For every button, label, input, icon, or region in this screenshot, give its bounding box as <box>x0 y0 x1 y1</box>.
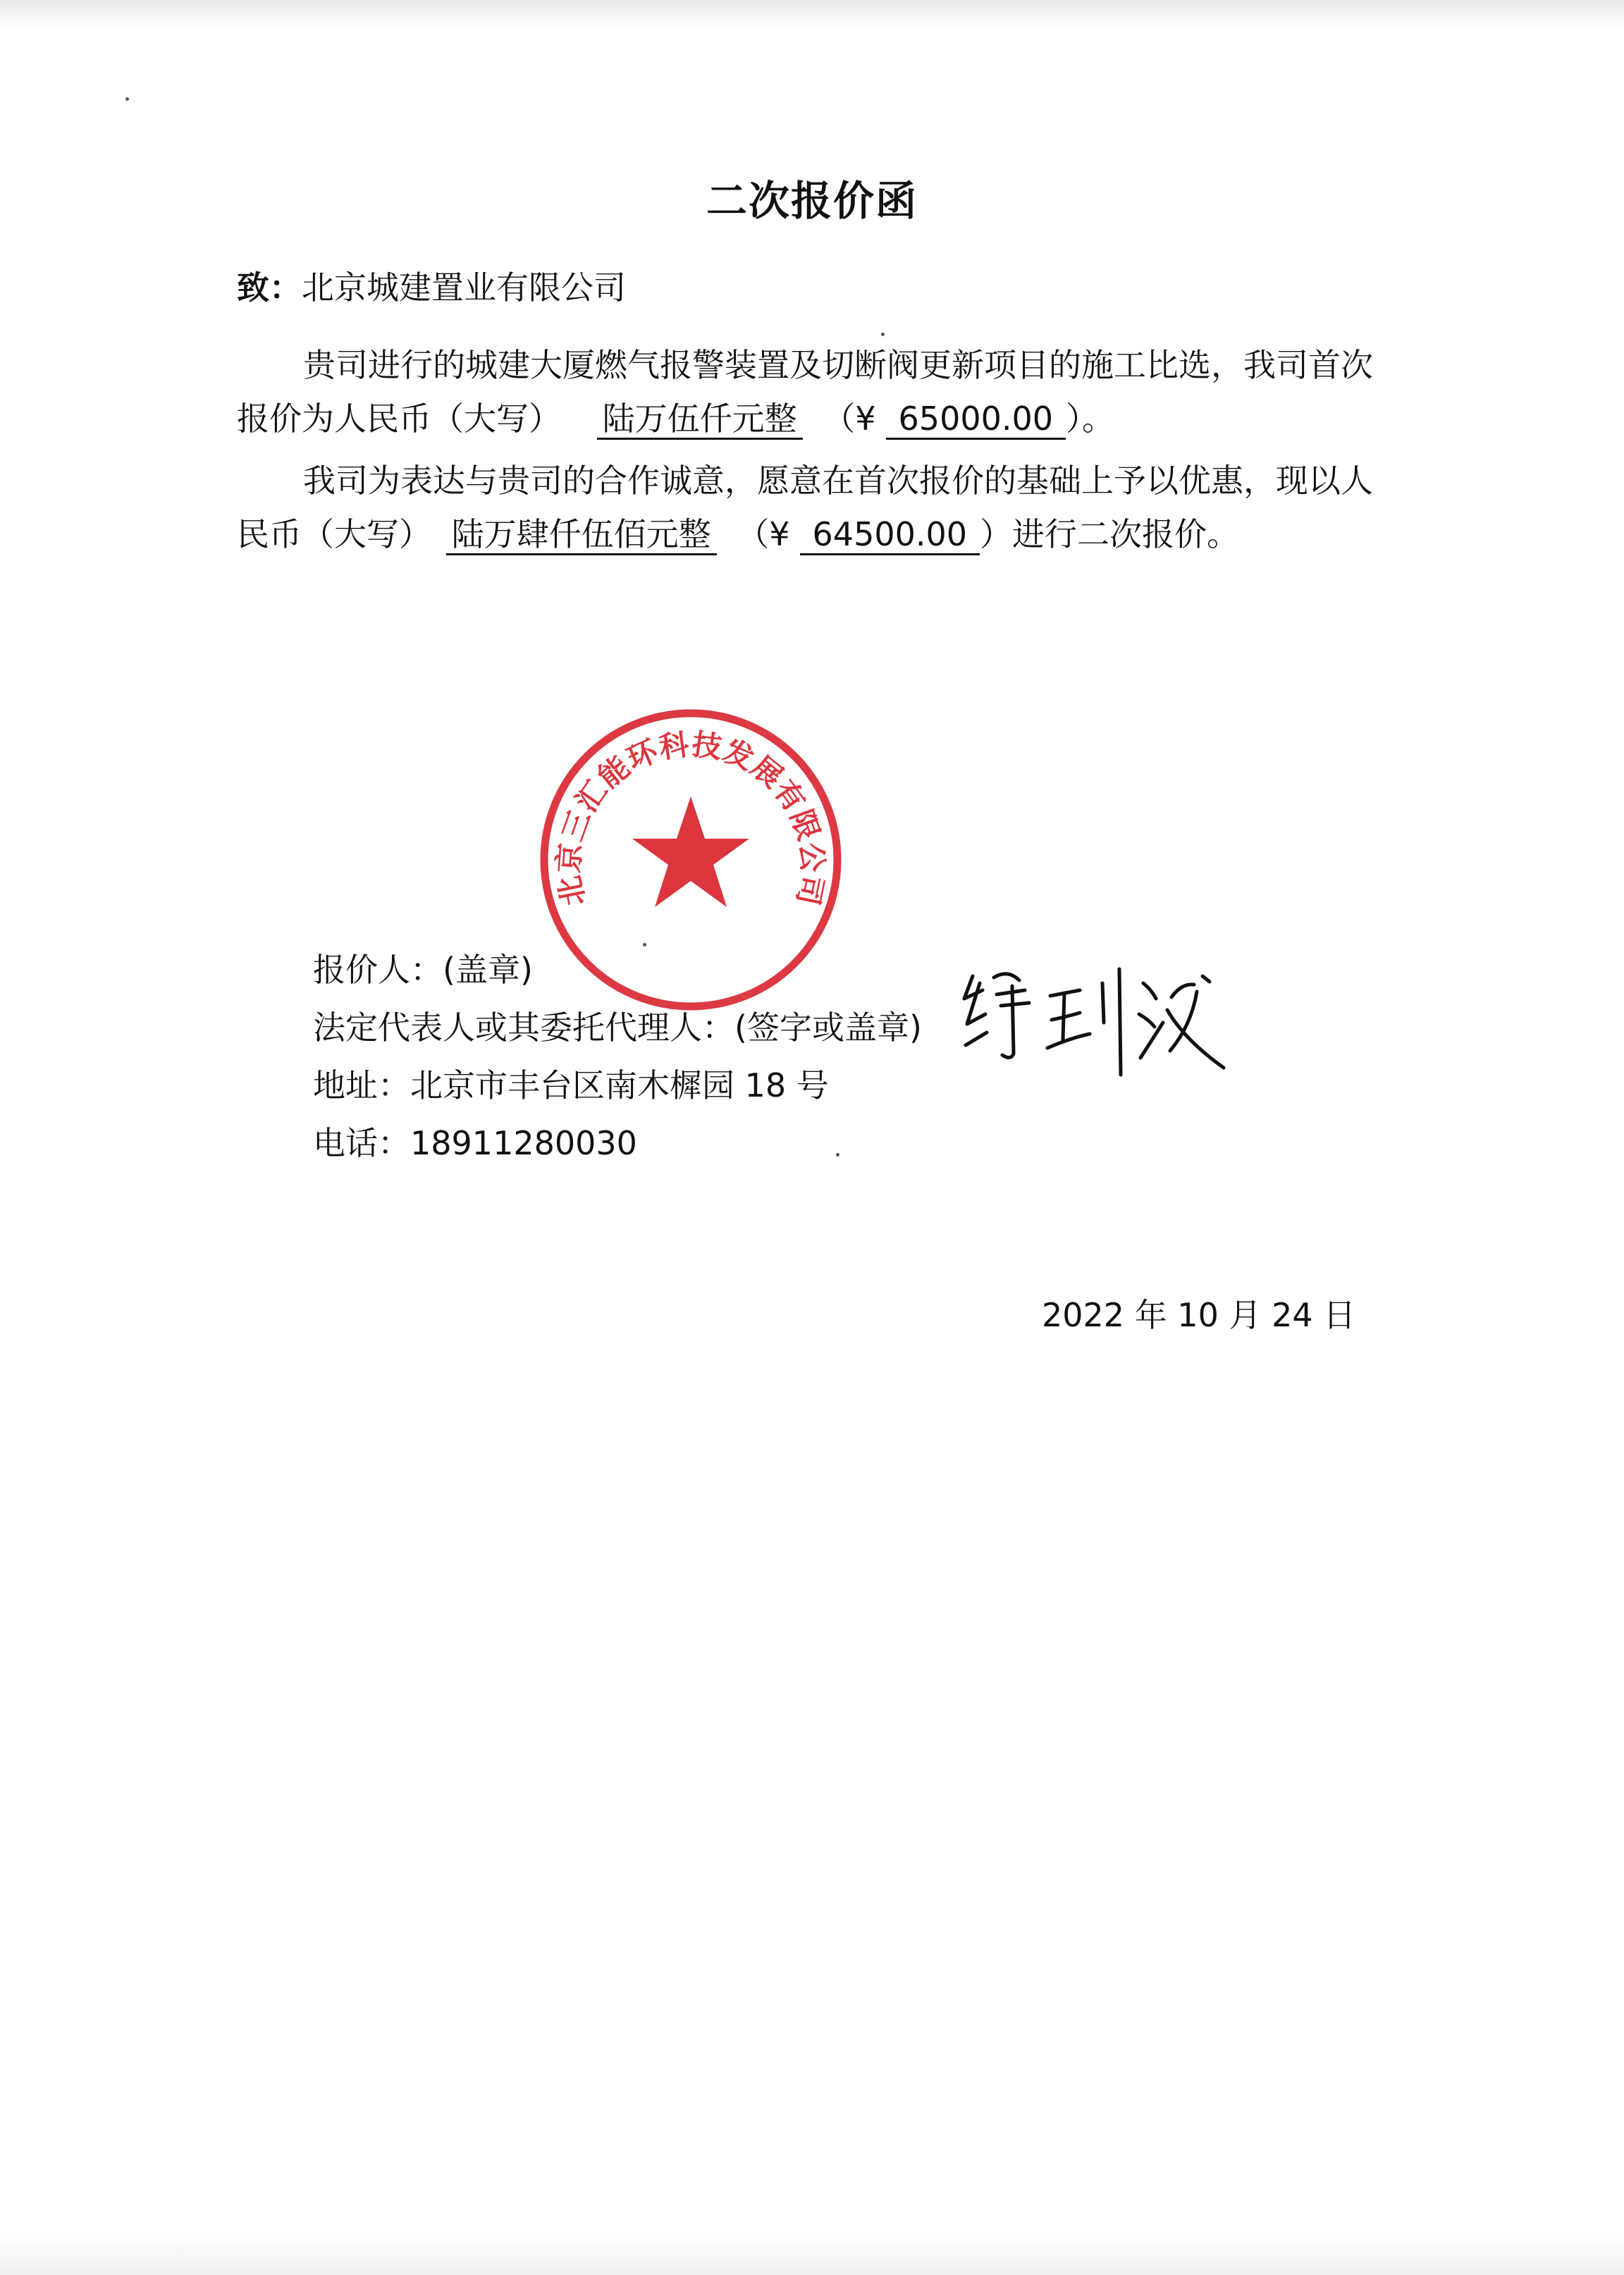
paragraph2-prefix: 民币（大写） <box>237 515 431 553</box>
second-quote-amount-words: 陆万肆仟伍佰元整 <box>446 515 717 555</box>
phone-line: 电话：18911280030 <box>313 1124 637 1162</box>
first-quote-amount-number: 65000.00 <box>886 400 1066 440</box>
handwritten-signature <box>952 955 1234 1096</box>
recipient-name: 北京城建置业有限公司 <box>302 269 626 307</box>
second-quote-open-paren: （¥ <box>737 515 790 553</box>
recipient-label: 致： <box>237 269 302 307</box>
second-quote-close: ）进行二次报价。 <box>980 515 1240 553</box>
page-title: 二次报价函 <box>706 177 918 225</box>
star-icon <box>632 796 749 907</box>
legal-representative-line: 法定代表人或其委托代理人：(签字或盖章) <box>313 1009 922 1047</box>
first-quote-close: ）。 <box>1066 400 1115 438</box>
recipient-line <box>237 266 626 309</box>
paragraph2-line1: 我司为表达与贵司的合作诚意，愿意在首次报价的基础上予以优惠，现以人 <box>303 462 1373 500</box>
paragraph2-line2 <box>237 513 1239 555</box>
scan-speck <box>643 943 646 947</box>
quoter-line: 报价人：(盖章) <box>313 951 533 989</box>
scan-speck <box>125 97 129 101</box>
scan-speck <box>881 333 885 336</box>
scan-shadow-top <box>0 0 1624 28</box>
paragraph1-line1: 贵司进行的城建大厦燃气报警装置及切断阀更新项目的施工比选，我司首次 <box>303 346 1373 384</box>
second-quote-amount-number: 64500.00 <box>800 515 980 555</box>
scan-speck <box>836 1153 839 1157</box>
paragraph1-prefix: 报价为人民币（大写） <box>237 400 561 438</box>
company-seal <box>536 705 846 1015</box>
first-quote-open-paren: （¥ <box>823 400 876 438</box>
first-quote-amount-words: 陆万伍仟元整 <box>597 400 803 440</box>
scan-shadow-bottom <box>0 2233 1624 2275</box>
address-line: 地址：北京市丰台区南木樨园 18 号 <box>313 1066 829 1104</box>
seal-text: 北京三汇能环科技发展有限公司 <box>550 727 831 909</box>
paragraph1-line2 <box>237 397 1114 440</box>
document-date: 2022 年 10 月 24 日 <box>1042 1296 1356 1334</box>
